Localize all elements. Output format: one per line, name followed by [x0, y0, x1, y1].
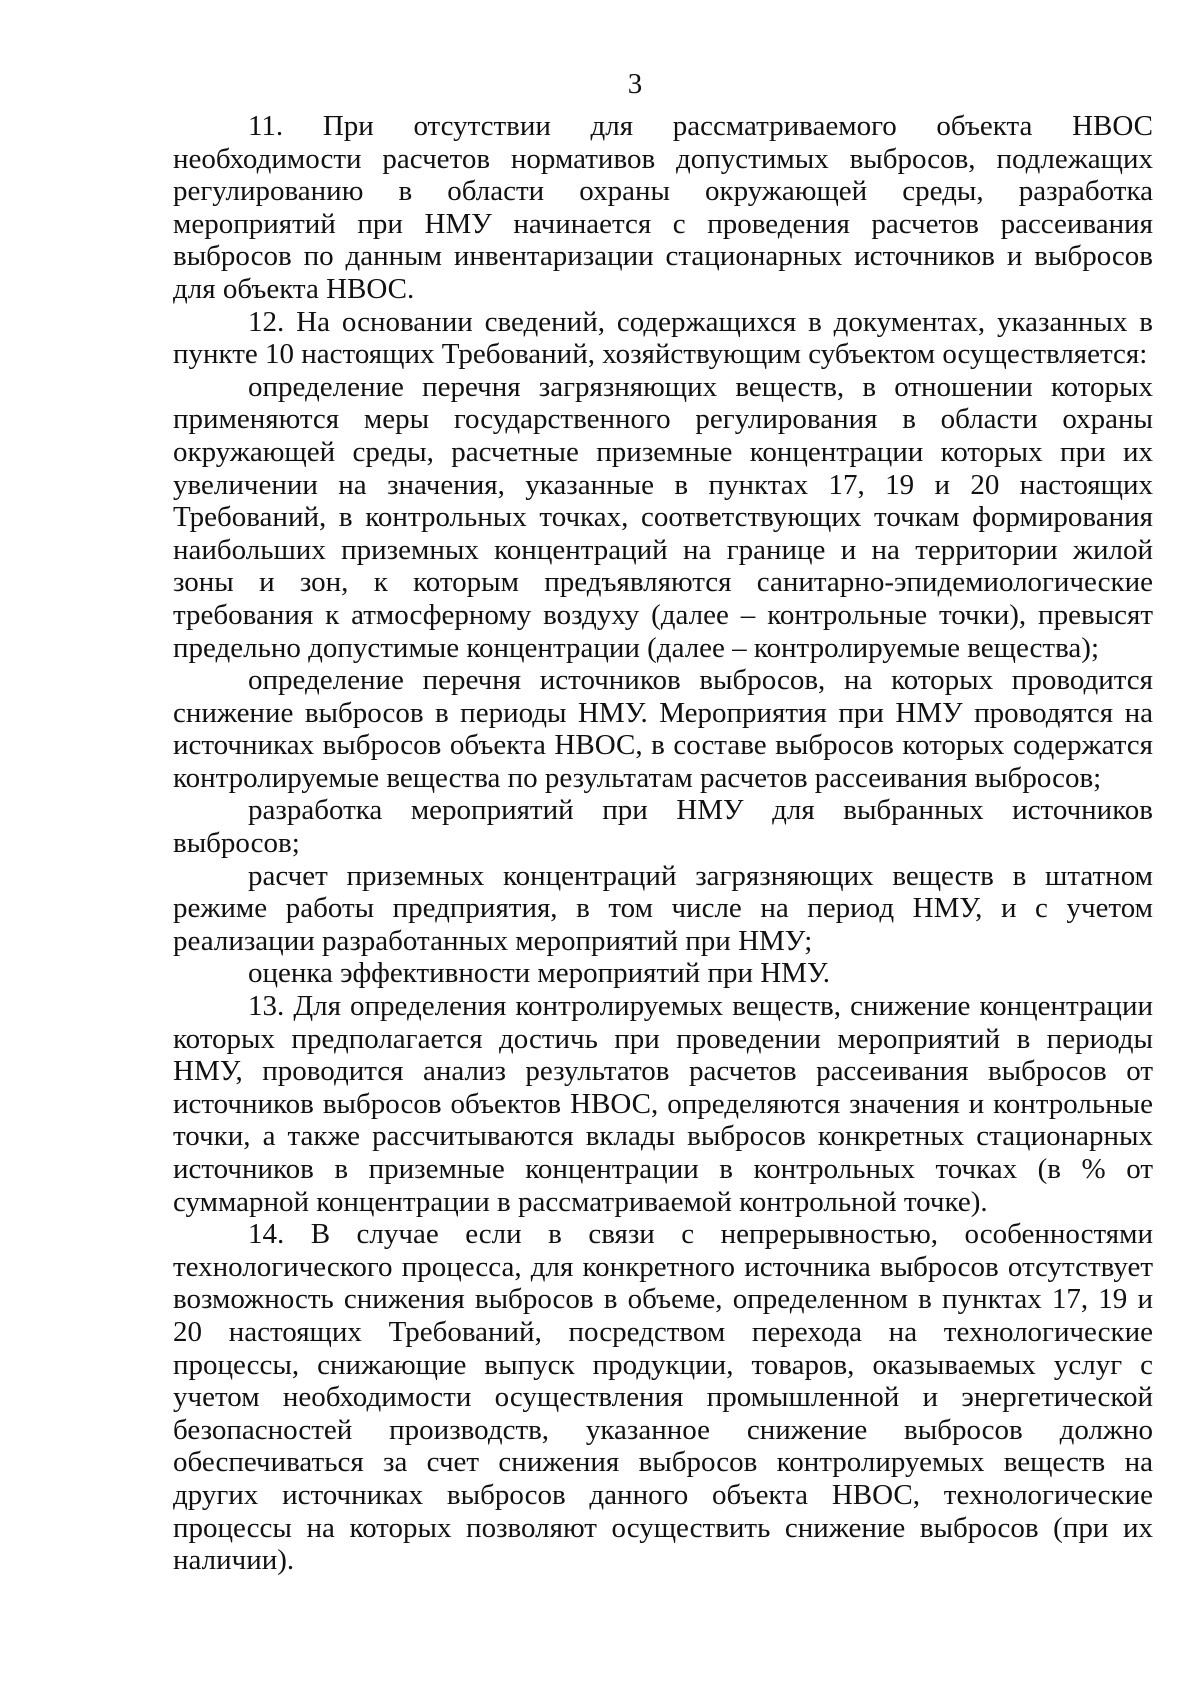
- paragraph-12-item-5: оценка эффективности мероприятий при НМУ.: [248, 957, 831, 990]
- paragraph-12-item-4: расчет приземных концентраций загрязняющих веществ в штатном режиме работы предприятия, в том числе на период НМУ, и с учетом реализации разработанных мероприятий при НМУ;: [173, 859, 1153, 957]
- page-number: 3: [627, 68, 643, 100]
- paragraph-12: 12. На основании сведений, содержащихся в документах, указанных в пункте 10 настоящих Требований, хозяйствующим субъектом осуществляется:: [173, 305, 1153, 371]
- paragraph-12-item-3: разработка мероприятий при НМУ для выбранных источников выбросов;: [173, 794, 1153, 860]
- paragraph-11: 11. При отсутствии для рассматриваемого объекта НВОС необходимости расчетов нормативов допустимых выбросов, подлежащих регулированию в области охраны окружающей среды, разработка мероприятий при НМУ начинается с проведения расчетов рассеивания выбросов по данным инвентаризации стационарных источников и выбросов для объекта НВОС.: [173, 110, 1153, 305]
- paragraph-12-item-1: определение перечня загрязняющих веществ, в отношении которых применяются меры государственного регулирования в области охраны окружающей среды, расчетные приземные концентрации которых при их увеличении на значения, указанные в пунктах 17, 19 и 20 настоящих Требований, в контрольных точках, соответствующих точкам формирования наибольших приземных концентраций на границе и на территории жилой зоны и зон, к которым предъявляются санитарно-эпидемиологические требования к атмосферному воздуху (далее – контрольные точки), превысят предельно допустимые концентрации (далее – контролируемые вещества);: [173, 370, 1153, 664]
- paragraph-12-item-2: определение перечня источников выбросов, на которых проводится снижение выбросов в периоды НМУ. Мероприятия при НМУ проводятся на источниках выбросов объекта НВОС, в составе выбросов которых содержатся контролируемые вещества по результатам расчетов рассеивания выбросов;: [173, 664, 1153, 794]
- paragraph-14: 14. В случае если в связи с непрерывностью, особенностями технологического процесса, для конкретного источника выбросов отсутствует возможность снижения выбросов в объеме, определенном в пунктах 17, 19 и 20 настоящих Требований, посредством перехода на технологические процессы, снижающие выпуск продукции, товаров, оказываемых услуг с учетом необходимости осуществления промышленной и энергетической безопасностей производств, указанное снижение выбросов должно обеспечиваться за счет снижения выбросов контролируемых веществ на других источниках выбросов данного объекта НВОС, технологические процессы на которых позволяют осуществить снижение выбросов (при их наличии).: [173, 1218, 1153, 1577]
- paragraph-13: 13. Для определения контролируемых веществ, снижение концентрации которых предполагается достичь при проведении мероприятий в периоды НМУ, проводится анализ результатов расчетов рассеивания выбросов от источников выбросов объектов НВОС, определяются значения и контрольные точки, а также рассчитываются вклады выбросов конкретных стационарных источников в приземные концентрации в контрольных точках (в % от суммарной концентрации в рассматриваемой контрольной точке).: [173, 990, 1153, 1218]
- document-body: [173, 110, 1153, 1577]
